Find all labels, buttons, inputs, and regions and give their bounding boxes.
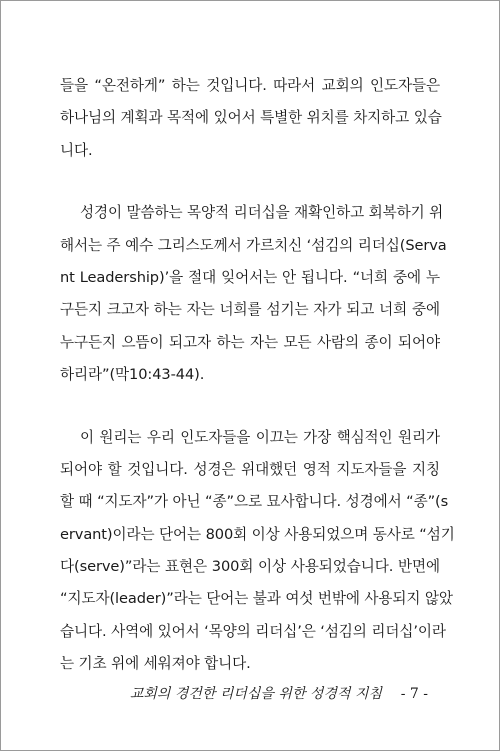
paragraph-spacer xyxy=(60,392,440,422)
text-line: 성경이 말씀하는 목양적 리더십을 재확인하고 회복하기 위 xyxy=(80,204,444,222)
text-line: 습니다. 사역에 있어서 ‘목양의 리더십’은 ‘섬김의 리더십’이라 xyxy=(60,622,446,640)
text-line: “지도자(leader)”라는 단어는 불과 여섯 번밖에 사용되지 않았 xyxy=(60,590,453,608)
paragraph xyxy=(60,422,455,681)
text-line: 이 원리는 우리 인도자들을 이끄는 가장 핵심적인 원리가 xyxy=(80,428,440,446)
text-line: ervant)이라는 단어는 800회 이상 사용되었으며 동사로 “섬기 xyxy=(60,525,455,543)
text-line: 되어야 할 것입니다. 성경은 위대했던 영적 지도자들을 지칭 xyxy=(60,460,440,478)
text-line: 할 때 “지도자”가 아닌 “종”으로 묘사합니다. 성경에서 “종”(s xyxy=(60,493,449,511)
text-line: 해서는 주 예수 그리스도께서 가르치신 ‘섬김의 리더십(Serva xyxy=(60,236,447,254)
paragraph xyxy=(60,70,440,167)
text-line: 들을 “온전하게” 하는 것입니다. 따라서 교회의 인도자들은 xyxy=(60,77,440,94)
page-body xyxy=(60,70,455,681)
page-footer xyxy=(0,684,500,704)
running-title: 교회의 경건한 리더십을 위한 성경적 지침 xyxy=(129,686,382,702)
text-line: 구든지 크고자 하는 자는 너희를 섬기는 자가 되고 너희 중에 xyxy=(60,301,440,319)
text-line: 하리라”(막10:43-44). xyxy=(60,366,205,384)
text-line: 니다. xyxy=(60,141,93,159)
page-number: - 7 - xyxy=(400,686,428,702)
text-line: 누구든지 으뜸이 되고자 하는 자는 모든 사람의 종이 되어야 xyxy=(60,333,440,351)
paragraph-spacer xyxy=(60,167,440,197)
text-line: 는 기초 위에 세워져야 합니다. xyxy=(60,655,251,673)
text-line: nt Leadership)’을 절대 잊어서는 안 됩니다. “너희 중에 누 xyxy=(60,268,440,286)
text-line: 다(serve)”라는 표현은 300회 이상 사용되었습니다. 반면에 xyxy=(60,558,440,576)
paragraph xyxy=(60,197,447,391)
text-line: 하나님의 계획과 목적에 있어서 특별한 위치를 차지하고 있습 xyxy=(60,109,442,127)
